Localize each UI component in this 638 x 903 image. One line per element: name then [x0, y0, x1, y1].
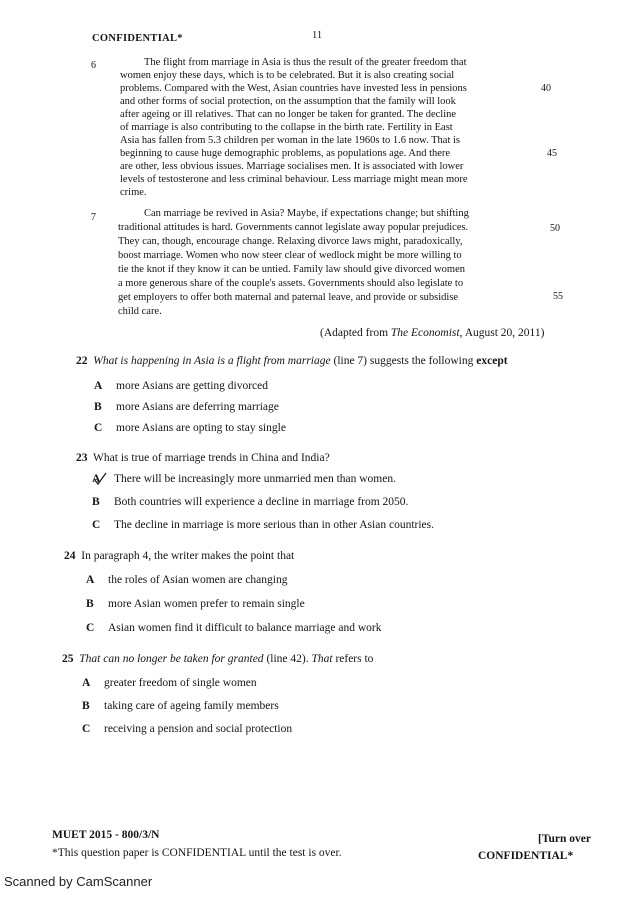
- question-stem: [76, 452, 330, 464]
- option-letter: B: [94, 401, 102, 413]
- scanner-watermark: Scanned by CamScanner: [4, 874, 153, 889]
- stem-bold: except: [476, 355, 508, 367]
- stem-italic: That can no longer be taken for granted: [79, 653, 264, 665]
- check-mark-icon: [92, 472, 108, 486]
- passage-line: a more generous share of the couple's assets. Governments should also legislate to: [118, 278, 464, 289]
- option-text: more Asians are opting to stay single: [116, 422, 286, 434]
- passage-line: Can marriage be revived in Asia? Maybe, if expectations change; but shifting: [144, 208, 469, 219]
- line-number: 50: [550, 223, 560, 234]
- option-c[interactable]: [82, 723, 292, 735]
- question-stem: [62, 653, 373, 665]
- stem-text: refers to: [332, 653, 374, 665]
- option-letter: B: [92, 496, 100, 508]
- option-b[interactable]: [94, 401, 279, 413]
- footer-turn-over: [Turn over: [538, 833, 591, 845]
- page-number: 11: [312, 30, 323, 41]
- footer-notice: *This question paper is CONFIDENTIAL until the test is over.: [52, 847, 342, 859]
- paragraph-number: 6: [91, 60, 96, 71]
- question-stem: [64, 550, 294, 562]
- stem-text: In paragraph 4, the writer makes the point that: [81, 550, 295, 562]
- passage-line: women enjoy these days, which is to be celebrated. But it is also creating social: [120, 70, 455, 81]
- option-letter: A: [92, 473, 101, 485]
- source-prefix: (Adapted from: [320, 327, 391, 339]
- option-b[interactable]: [92, 496, 408, 508]
- passage-line: beginning to cause huge demographic problems, as populations age. And there: [120, 148, 451, 159]
- source-citation: [320, 327, 544, 339]
- question-stem: [76, 355, 508, 367]
- stem-text: (line 7) suggests the following: [330, 355, 477, 367]
- line-number: 45: [547, 148, 557, 159]
- passage-line: Asia has fallen from 5.3 children per woman in the late 1960s to 1.6 now. That is: [120, 135, 461, 146]
- footer-code: MUET 2015 - 800/3/N: [52, 829, 160, 841]
- passage-line: tie the knot if they know it can be untied. Family law should give divorced women: [118, 264, 466, 275]
- option-a[interactable]: [94, 380, 268, 392]
- stem-text: (line 42).: [263, 653, 312, 665]
- passage-line: levels of testosterone and less criminal behaviour. Less marriage might mean more: [120, 174, 468, 185]
- option-text: Both countries will experience a decline in marriage from 2050.: [114, 496, 409, 508]
- option-c[interactable]: [86, 622, 381, 634]
- question-number: 23: [76, 452, 88, 464]
- option-text: The decline in marriage is more serious than in other Asian countries.: [114, 519, 434, 531]
- option-letter: C: [92, 519, 101, 531]
- option-text: the roles of Asian women are changing: [108, 574, 288, 586]
- stem-text: What is true of marriage trends in China and India?: [93, 452, 330, 464]
- question-number: 22: [76, 355, 88, 367]
- question-number: 24: [64, 550, 76, 562]
- line-number: 40: [541, 83, 551, 94]
- option-letter: B: [86, 598, 94, 610]
- option-text: greater freedom of single women: [104, 677, 257, 689]
- option-b[interactable]: [82, 700, 279, 712]
- line-number: 55: [553, 291, 563, 302]
- passage-line: are other, less obvious issues. Marriage socialises men. It is associated with lower: [120, 161, 464, 172]
- option-letter: A: [82, 677, 91, 689]
- passage-line: child care.: [118, 306, 162, 317]
- footer-confidential: CONFIDENTIAL*: [478, 850, 574, 862]
- stem-italic: What is happening in Asia is a flight from marriage: [93, 355, 331, 367]
- passage-line: They can, though, encourage change. Relaxing divorce laws might, paradoxically,: [118, 236, 463, 247]
- passage-line: get employers to offer both maternal and paternal leave, and provide or subsidise: [118, 292, 459, 303]
- option-a[interactable]: [82, 677, 257, 689]
- option-a[interactable]: [86, 574, 287, 586]
- option-a[interactable]: [92, 473, 396, 485]
- option-b[interactable]: [86, 598, 305, 610]
- option-text: Asian women find it difficult to balance marriage and work: [108, 622, 382, 634]
- passage-line: crime.: [120, 187, 147, 198]
- option-letter: A: [86, 574, 95, 586]
- option-c[interactable]: [94, 422, 286, 434]
- option-letter: C: [86, 622, 95, 634]
- source-suffix: , August 20, 2011): [459, 327, 545, 339]
- option-letter: C: [82, 723, 91, 735]
- source-publication: The Economist: [390, 327, 460, 339]
- option-text: more Asian women prefer to remain single: [108, 598, 305, 610]
- passage-line: The flight from marriage in Asia is thus the result of the greater freedom that: [144, 57, 467, 68]
- passage-line: problems. Compared with the West, Asian countries have invested less in pensions: [120, 83, 467, 94]
- option-text: There will be increasingly more unmarried men than women.: [114, 473, 396, 485]
- passage-line: of marriage is also contributing to the collapse in the birth rate. Fertility in East: [120, 122, 453, 133]
- option-letter: C: [94, 422, 103, 434]
- option-c[interactable]: [92, 519, 434, 531]
- option-letter: B: [82, 700, 90, 712]
- option-letter: A: [94, 380, 103, 392]
- option-text: receiving a pension and social protection: [104, 723, 293, 735]
- header-confidential: CONFIDENTIAL*: [92, 33, 183, 44]
- option-text: more Asians are deferring marriage: [116, 401, 279, 413]
- passage-line: traditional attitudes is hard. Governments cannot legislate away popular prejudices.: [118, 222, 469, 233]
- question-number: 25: [62, 653, 74, 665]
- option-text: taking care of ageing family members: [104, 700, 279, 712]
- passage-line: and other forms of social protection, on the assumption that the family will look: [120, 96, 456, 107]
- passage-line: after ageing or ill relatives. That can no longer be taken for granted. The decline: [120, 109, 457, 120]
- option-text: more Asians are getting divorced: [116, 380, 269, 392]
- paragraph-number: 7: [91, 212, 96, 223]
- passage-line: boost marriage. Women who now steer clear of wedlock might be more willing to: [118, 250, 462, 261]
- stem-italic: That: [311, 653, 333, 665]
